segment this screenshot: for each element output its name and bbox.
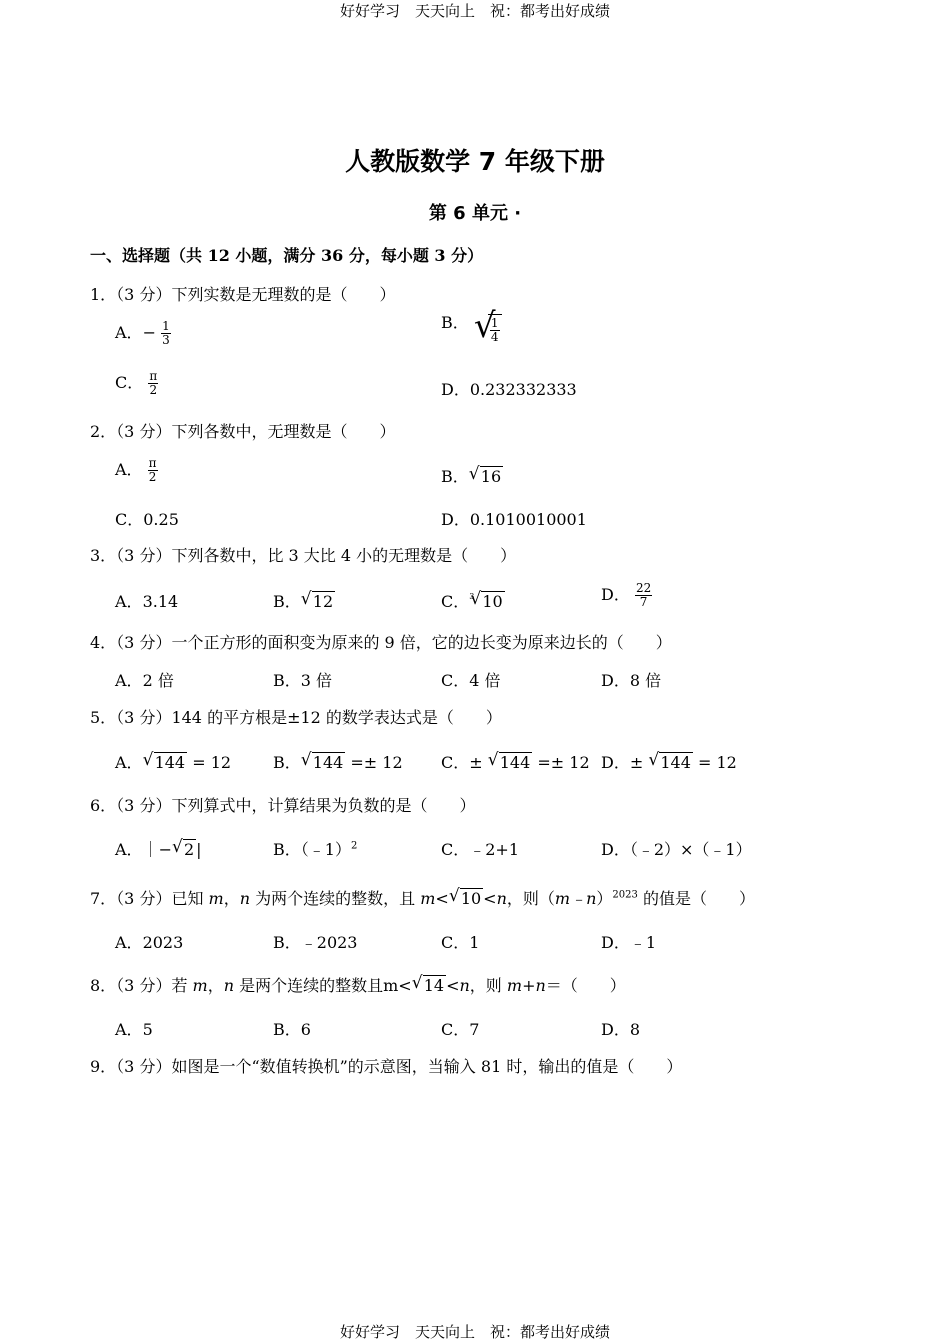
q5-option-d: D．± √ 144 = 12 [601, 750, 737, 773]
document-subtitle: 第 6 单元 · [428, 203, 522, 224]
q5-option-c: C．± √ 144 =± 12 [441, 750, 590, 773]
question-9-stem: 9．（3 分）如图是一个“数值转换机”的示意图，当输入 81 时，输出的值是（ ） [90, 1057, 683, 1076]
question-7-stem: 7．（3 分）已知 m，n 为两个连续的整数，且 m<√ 10 <n，则（m﹣n）$^{2023}$ 的值是（ ） [90, 886, 755, 909]
square-root: √ 12 [301, 591, 335, 611]
square-root: √ 144 [488, 752, 533, 772]
q6-option-d: D．（﹣2）×（﹣1） [601, 840, 752, 859]
page-header: 好好学习 天天向上 祝：都考出好成绩 [339, 2, 610, 20]
q1-option-c: C． $\frac{\pi}{2}$ [115, 369, 158, 397]
q4-option-d: D．8 倍 [601, 671, 662, 690]
fraction: $\frac{\pi}{2}$ [149, 369, 158, 397]
q7-option-b: B．﹣2023 [273, 933, 358, 952]
question-3-stem: 3．（3 分）下列各数中，比 3 大比 4 小的无理数是（ ） [90, 546, 517, 565]
page-footer: 好好学习 天天向上 祝：都考出好成绩 [339, 1323, 610, 1341]
q3-option-a: A．3.14 [115, 592, 179, 611]
section-heading: 一、选择题（共 12 小题，满分 36 分，每小题 3 分） [90, 246, 484, 265]
question-1-stem: 1．（3 分）下列实数是无理数的是（ ） [90, 285, 396, 304]
square-root: √ 16 [469, 466, 503, 486]
q8-option-a: A．5 [115, 1020, 153, 1039]
document-title: 人教版数学 7 年级下册 [345, 147, 605, 176]
q8-option-b: B．6 [273, 1020, 311, 1039]
square-root: √ 144 [301, 752, 346, 772]
question-5-stem: 5．（3 分）144 的平方根是±12 的数学表达式是（ ） [90, 708, 502, 727]
q6-option-c: C．﹣2+1 [441, 840, 520, 859]
q6-option-a: A．｜−√ 2 | [115, 837, 202, 860]
q3-option-c: C．$^3$√ 10 [441, 589, 505, 612]
fraction: $\frac{22}{7}$ [635, 581, 652, 609]
square-root: √ $\frac{1}{4}$ [474, 314, 502, 344]
fraction: $\frac{\pi}{2}$ [148, 456, 157, 484]
q7-option-d: D．﹣1 [601, 933, 657, 952]
q5-option-b: B．√ 144 =± 12 [273, 750, 403, 773]
square-root: √ 10 [449, 888, 483, 908]
q4-option-a: A．2 倍 [115, 671, 174, 690]
q4-option-b: B．3 倍 [273, 671, 333, 690]
square-root: √ 144 [648, 752, 693, 772]
q1-option-d: D．0.232332333 [441, 380, 577, 399]
q2-option-c: C．0.25 [115, 510, 179, 529]
cube-root: √ 10 [470, 591, 504, 611]
q8-option-d: D．8 [601, 1020, 641, 1039]
q7-option-a: A．2023 [115, 933, 184, 952]
square-root: √ 2 [172, 839, 196, 859]
q3-option-b: B．√ 12 [273, 589, 335, 612]
q3-option-d: D． $\frac{22}{7}$ [601, 581, 652, 609]
q5-option-a: A．√ 144 = 12 [115, 750, 231, 773]
question-2-stem: 2．（3 分）下列各数中，无理数是（ ） [90, 422, 396, 441]
q2-option-a: A． $\frac{\pi}{2}$ [115, 456, 157, 484]
question-4-stem: 4．（3 分）一个正方形的面积变为原来的 9 倍，它的边长变为原来边长的（ ） [90, 633, 672, 652]
q8-option-c: C．7 [441, 1020, 480, 1039]
q6-option-b: B．（﹣1）$^2$ [273, 840, 358, 859]
fraction: $\frac{1}{3}$ [162, 319, 170, 347]
q2-option-b: B．√ 16 [441, 464, 503, 487]
square-root: √ 14 [412, 975, 446, 995]
q2-option-d: D．0.1010010001 [441, 510, 587, 529]
question-8-stem: 8．（3 分）若 m，n 是两个连续的整数且m<√ 14 <n，则 m+n＝（ ） [90, 973, 626, 996]
q4-option-c: C．4 倍 [441, 671, 501, 690]
q1-option-b: B． √ $\frac{1}{4}$ [441, 314, 502, 344]
question-6-stem: 6．（3 分）下列算式中，计算结果为负数的是（ ） [90, 796, 476, 815]
q1-option-a: A．− $\frac{1}{3}$ [115, 319, 170, 347]
q7-option-c: C．1 [441, 933, 480, 952]
square-root: √ 144 [143, 752, 188, 772]
